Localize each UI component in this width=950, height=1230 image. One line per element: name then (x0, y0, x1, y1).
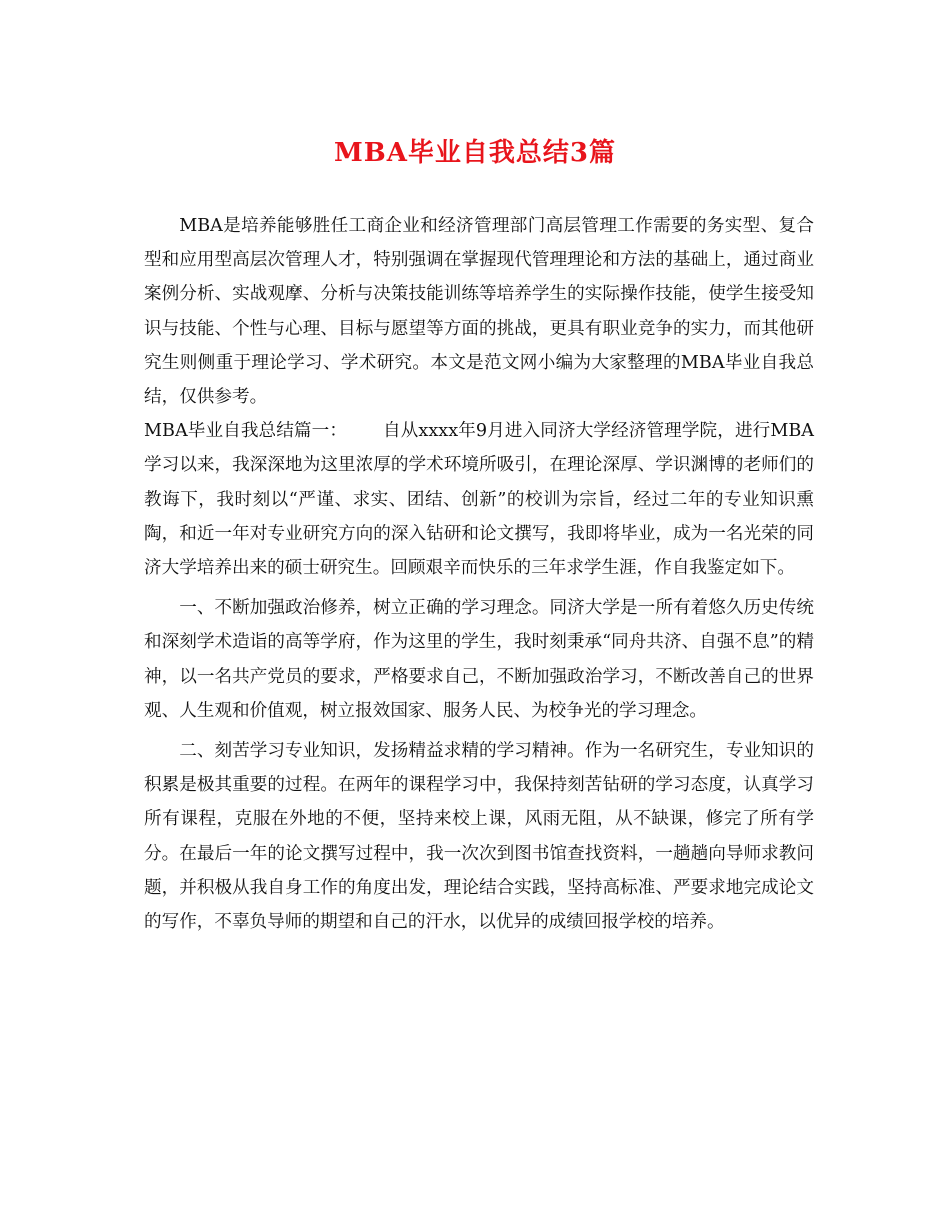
intro-paragraph: MBA是培养能够胜任工商企业和经济管理部门高层管理工作需要的务实型、复合型和应用型高层次管理人才，特别强调在掌握现代管理理论和方法的基础上，通过商业案例分析、实战观摩、分析与决策技能训练等培养学生的实际操作技能，使学生接受知识与技能、个性与心理、目标与愿望等方面的挑战，更具有职业竞争的实力，而其他研究生则侧重于理论学习、学术研究。本文是范文网小编为大家整理的MBA毕业自我总结，仅供参考。 (144, 216, 814, 408)
document-body (144, 209, 814, 939)
document-title: MBA毕业自我总结3篇 (333, 138, 617, 168)
section1-text: 自从xxxx年9月进入同济大学经济管理学院，进行MBA学习以来，我深深地为这里浓厚的学术环境所吸引，在理论深厚、学识渊博的老师们的教诲下，我时刻以“严谨、求实、团结、创新”的校训为宗旨，经过二年的专业知识熏陶，和近一年对专业研究方向的深入钻研和论文撰写，我即将毕业，成为一名光荣的同济大学培养出来的硕士研究生。回顾艰辛而快乐的三年求学生涯，作自我鉴定如下。 (144, 421, 814, 579)
section1-heading: MBA毕业自我总结篇一： (144, 421, 348, 442)
point1-paragraph: 一、不断加强政治修养，树立正确的学习理念。同济大学是一所有着悠久历史传统和深刻学术造诣的高等学府，作为这里的学生，我时刻秉承“同舟共济、自强不息”的精神，以一名共产党员的要求，严格要求自己，不断加强政治学习，不断改善自己的世界观、人生观和价值观，树立报效国家、服务人民、为校争光的学习理念。 (144, 598, 814, 721)
point2-paragraph: 二、刻苦学习专业知识，发扬精益求精的学习精神。作为一名研究生，专业知识的积累是极其重要的过程。在两年的课程学习中，我保持刻苦钻研的学习态度，认真学习所有课程，克服在外地的不便，坚持来校上课，风雨无阻，从不缺课，修完了所有学分。在最后一年的论文撰写过程中，我一次次到图书馆查找资料，一趟趟向导师求教问题，并积极从我自身工作的角度出发，理论结合实践，坚持高标准、严要求地完成论文的写作，不辜负导师的期望和自己的汗水，以优异的成绩回报学校的培养。 (144, 741, 814, 933)
section1-paragraph (144, 414, 814, 585)
